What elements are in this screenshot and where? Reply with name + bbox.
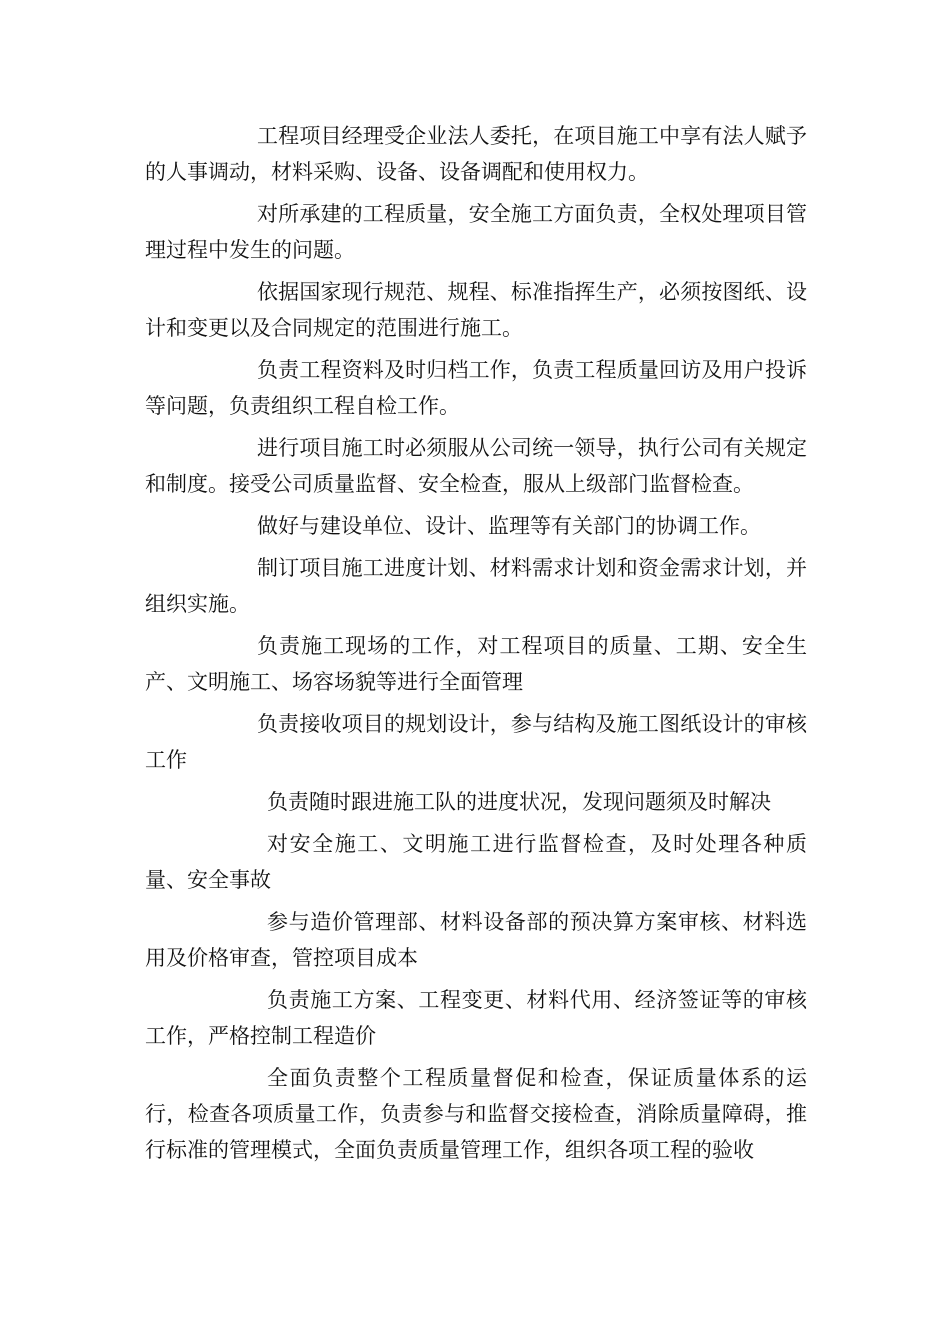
paragraph: 工程项目经理受企业法人委托，在项目施工中享有法人赋予的人事调动，材料采购、设备、设备调配和使用权力。 xyxy=(145,124,807,184)
paragraph: 进行项目施工时必须服从公司统一领导，执行公司有关规定和制度。接受公司质量监督、安全检查，服从上级部门监督检查。 xyxy=(145,436,807,496)
paragraph: 负责随时跟进施工队的进度状况，发现问题须及时解决 xyxy=(267,790,771,814)
paragraph: 做好与建设单位、设计、监理等有关部门的协调工作。 xyxy=(257,514,761,538)
paragraph: 负责施工现场的工作，对工程项目的质量、工期、安全生产、文明施工、场容场貌等进行全面管理 xyxy=(145,634,807,694)
paragraph: 负责接收项目的规划设计，参与结构及施工图纸设计的审核工作 xyxy=(145,712,807,772)
paragraph: 对所承建的工程质量，安全施工方面负责，全权处理项目管理过程中发生的问题。 xyxy=(145,202,807,262)
paragraph: 对安全施工、文明施工进行监督检查，及时处理各种质量、安全事故 xyxy=(145,832,807,892)
document-body xyxy=(145,118,807,1168)
paragraph: 负责工程资料及时归档工作，负责工程质量回访及用户投诉等问题，负责组织工程自检工作。 xyxy=(145,358,807,418)
paragraph: 全面负责整个工程质量督促和检查，保证质量体系的运行，检查各项质量工作，负责参与和监督交接检查，消除质量障碍，推行标准的管理模式，全面负责质量管理工作，组织各项工程的验收 xyxy=(145,1066,807,1162)
paragraph: 参与造价管理部、材料设备部的预决算方案审核、材料选用及价格审查，管控项目成本 xyxy=(145,910,807,970)
paragraph: 制订项目施工进度计划、材料需求计划和资金需求计划，并组织实施。 xyxy=(145,556,807,616)
paragraph: 负责施工方案、工程变更、材料代用、经济签证等的审核工作，严格控制工程造价 xyxy=(145,988,807,1048)
paragraph: 依据国家现行规范、规程、标准指挥生产，必须按图纸、设计和变更以及合同规定的范围进行施工。 xyxy=(145,280,807,340)
